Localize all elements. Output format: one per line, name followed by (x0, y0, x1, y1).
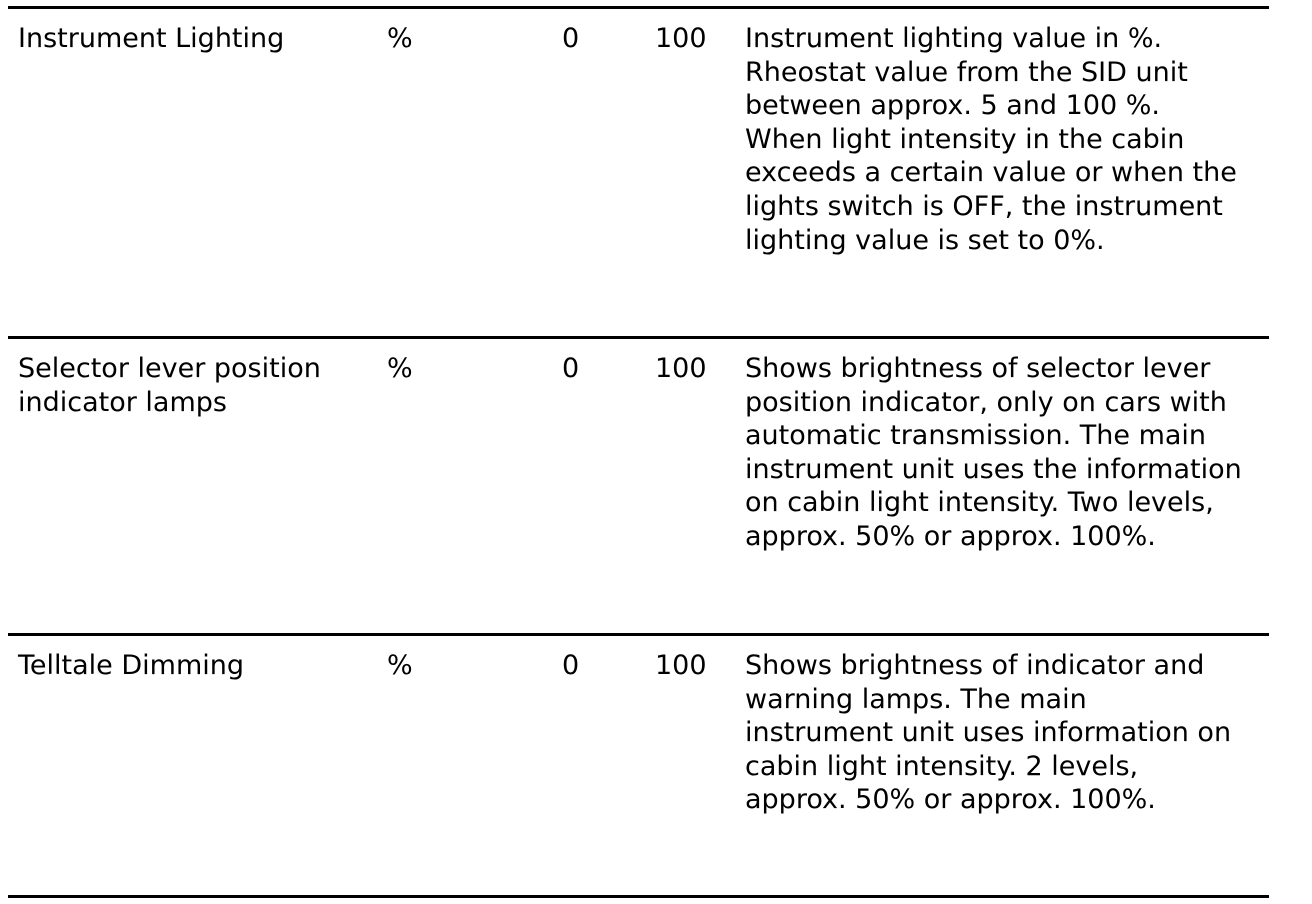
parameter-name: Selector lever position indicator lamps (18, 353, 321, 418)
parameter-unit: % (387, 23, 413, 54)
parameter-unit: % (387, 650, 413, 681)
parameter-name: Telltale Dimming (18, 650, 244, 681)
parameter-min: 0 (562, 650, 580, 681)
parameter-max: 100 (655, 353, 707, 384)
table-row (8, 9, 1269, 336)
table-row (8, 339, 1269, 633)
parameter-unit: % (387, 353, 413, 384)
table-row (8, 636, 1269, 895)
parameter-name: Instrument Lighting (18, 23, 285, 54)
parameter-description: Instrument lighting value in %. Rheostat value from the SID unit between approx. 5 and 100 %. When light intensity in the cabin exceeds a certain value or when the lights switch is OFF, the instrument lighting value is set to 0%. (745, 23, 1237, 256)
parameter-max: 100 (655, 23, 707, 54)
parameter-min: 0 (562, 23, 580, 54)
parameter-table (8, 6, 1269, 898)
parameter-description: Shows brightness of selector lever position indicator, only on cars with automatic transmission. The main instrument unit uses the information on cabin light intensity. Two levels, approx. 50% or approx. 100%. (745, 353, 1242, 552)
parameter-min: 0 (562, 353, 580, 384)
parameter-max: 100 (655, 650, 707, 681)
table-rule-bottom (8, 895, 1269, 898)
parameter-description: Shows brightness of indicator and warning lamps. The main instrument unit uses information on cabin light intensity. 2 levels, approx. 50% or approx. 100%. (745, 650, 1232, 816)
